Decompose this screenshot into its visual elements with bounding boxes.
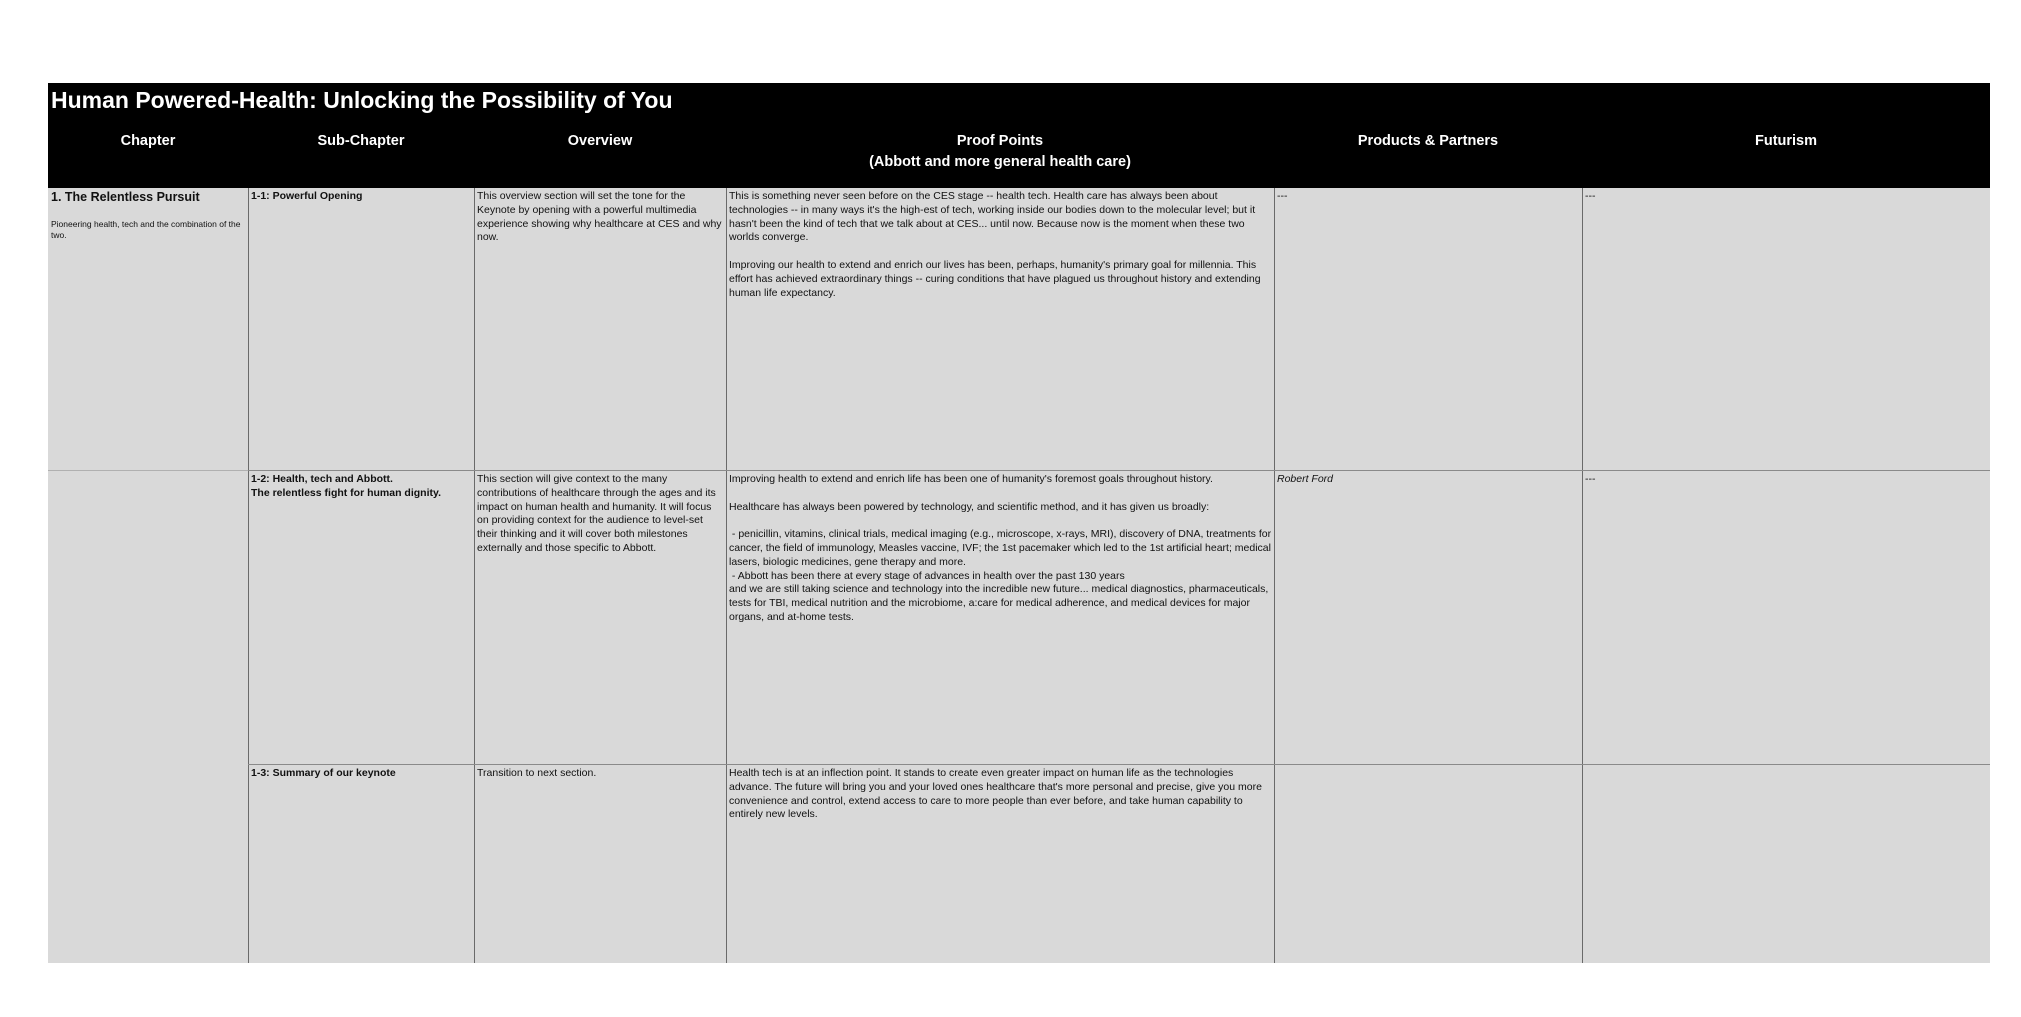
overview-cell xyxy=(477,190,724,466)
proof-points-cell xyxy=(729,767,1272,959)
header-futurism-label: Futurism xyxy=(1754,133,1818,149)
futurism-cell xyxy=(1585,190,1987,466)
overview-cell xyxy=(477,473,724,761)
column-divider xyxy=(1582,188,1583,963)
header-chapter xyxy=(48,131,248,152)
header-chapter-label: Chapter xyxy=(120,133,176,149)
products-partners-text: --- xyxy=(1277,190,1288,202)
subchapter-cell xyxy=(251,190,471,466)
futurism-cell xyxy=(1585,473,1987,761)
header-proof-points-line1: Proof Points xyxy=(956,133,1044,149)
proof-points-cell xyxy=(729,473,1272,761)
column-divider xyxy=(248,188,249,963)
column-divider xyxy=(726,188,727,963)
header-proof-points xyxy=(726,131,1274,173)
products-partners-cell xyxy=(1277,190,1579,466)
column-divider xyxy=(474,188,475,963)
subchapter-cell xyxy=(251,473,471,761)
overview-text: Transition to next section. xyxy=(477,767,597,779)
overview-cell xyxy=(477,767,724,959)
column-divider xyxy=(1274,188,1275,963)
row-divider xyxy=(248,470,1990,471)
products-partners-cell xyxy=(1277,473,1579,761)
header-subchapter-label: Sub-Chapter xyxy=(317,133,405,149)
subchapter-title: 1-3: Summary of our keynote xyxy=(251,767,396,779)
products-partners-cell xyxy=(1277,767,1579,959)
futurism-text: --- xyxy=(1585,190,1596,202)
header-overview xyxy=(474,131,726,152)
keynote-outline-table xyxy=(48,83,1990,963)
proof-points-cell xyxy=(729,190,1272,466)
proof-points-paragraph: Improving our health to extend and enrich our lives has been, perhaps, humanity's primary goal for millennia. This effort has achieved extraordinary things -- curing conditions that have plagued us throughout history and extending human life expectancy. xyxy=(729,258,1264,299)
header-subchapter xyxy=(248,131,474,152)
chapter-description: Pioneering health, tech and the combination of the two. xyxy=(51,218,243,240)
header-products-partners-label: Products & Partners xyxy=(1357,133,1499,149)
futurism-text: --- xyxy=(1585,473,1596,485)
proof-points-paragraph: Healthcare has always been powered by technology, and scientific method, and it has given us broadly: xyxy=(729,500,1210,513)
subchapter-title: 1-2: Health, tech and Abbott. The relentless fight for human dignity. xyxy=(251,473,441,499)
proof-points-paragraph: Improving health to extend and enrich life has been one of humanity's foremost goals throughout history. xyxy=(729,473,1213,485)
chapter-title: 1. The Relentless Pursuit xyxy=(51,190,200,204)
futurism-cell xyxy=(1585,767,1987,959)
proof-points-paragraph: - penicillin, vitamins, clinical trials, medical imaging (e.g., microscope, x-rays, MRI), discovery of DNA, treatments for cancer, the field of immunology, Measles vaccine, IVF; the 1st pacemaker which led to the 1st artificial heart; medical lasers, biologic medicines, gene therapy and more. - Abbott has been there at every stage of advances in health over the past 130 years and we are still taking science and technology into the incredible new future... medical diagnostics, pharmaceuticals, tests for TBI, medical nutrition and the microbiome, a:care for medical adherence, and medical devices for major organs, and at-home tests. xyxy=(729,528,1272,623)
document-title: Human Powered-Health: Unlocking the Possibility of You xyxy=(51,87,673,113)
chapter-cell xyxy=(51,190,245,390)
row-divider xyxy=(248,764,1990,765)
title-band xyxy=(48,83,1990,188)
row-divider xyxy=(48,470,248,471)
subchapter-cell xyxy=(251,767,471,959)
subchapter-title: 1-1: Powerful Opening xyxy=(251,190,363,202)
header-products-partners xyxy=(1274,131,1582,152)
proof-points-paragraph: This is something never seen before on the CES stage -- health tech. Health care has always been about technologies -- in many ways it's the high-est of tech, working inside our bodies down to the molecular level; but it hasn't been the kind of tech that we talk about at CES... until now. Because now is the moment when these two worlds converge. xyxy=(729,190,1259,244)
products-partners-text: Robert Ford xyxy=(1277,473,1334,485)
header-proof-points-line2: (Abbott and more general health care) xyxy=(869,154,1131,170)
header-overview-label: Overview xyxy=(567,133,633,149)
overview-text: This section will give context to the many contributions of healthcare through the ages and its impact on human health and humanity. It will focus on providing context for the audience to level-set their thinking and it will cover both milestones externally and those specific to Abbott. xyxy=(477,473,719,554)
overview-text: This overview section will set the tone for the Keynote by opening with a powerful multimedia experience showing why healthcare at CES and why now. xyxy=(477,190,725,244)
header-futurism xyxy=(1582,131,1990,152)
proof-points-paragraph: Health tech is at an inflection point. It stands to create even greater impact on human life as the technologies advance. The future will bring you and your loved ones healthcare that's more personal and precise, give you more convenience and control, extend access to care to more people than ever before, and take human capability to entirely new levels. xyxy=(729,767,1265,821)
